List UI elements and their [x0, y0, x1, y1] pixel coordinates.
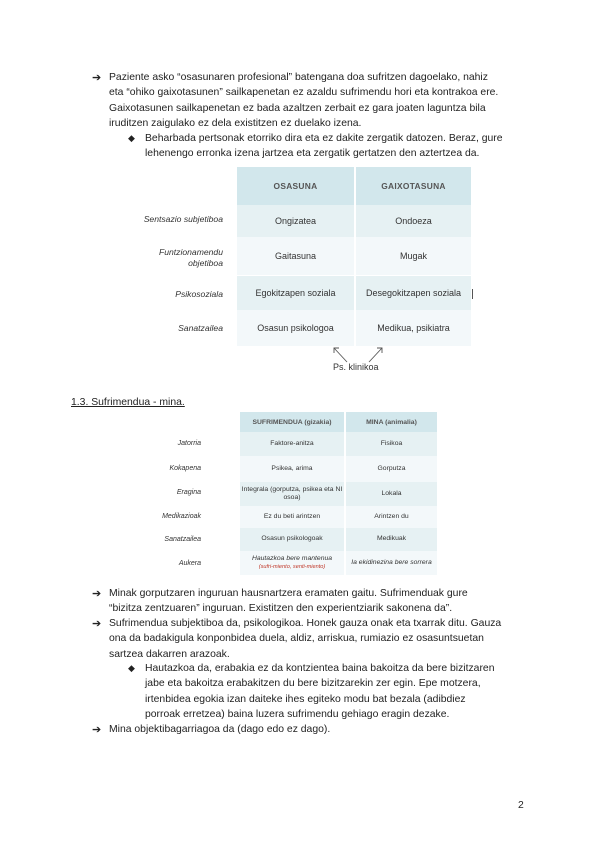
table2-header-mina: MINA (animalia) [346, 412, 437, 432]
annotation-label: Ps. klinikoa [333, 362, 379, 372]
table2-row-label: Sanatzailea [164, 536, 201, 543]
table2-row-label: Aukera [178, 560, 201, 567]
section-title: 1.3. Sufrimendua - mina. [71, 397, 185, 408]
table1-header-gaixotasuna: GAIXOTASUNA [356, 167, 471, 205]
bullet-2-3: Mina objektibagarriagoa da (dago edo ez dago). [109, 724, 331, 735]
table1-row-label: Sanatzailea [178, 323, 223, 333]
table2-cell: Psikea, arima [240, 456, 344, 482]
table1-cell: Gaitasuna [237, 237, 354, 275]
table2-cell: Osasun psikologoak [240, 528, 344, 551]
table1-cell: Egokitzapen soziala [237, 276, 354, 310]
bullet-2-2-sub: Hautazkoa da, erabakia ez da kontzientea baina bakoitza da bere bizitzaren jabe eta bakoitza erabakitzen du bere bizitzarekin zer egin. Epe motzera, irtenbidea egokia izan daiteke ihes egiteko modu bat bezala (adibdiez porroak erretzea) baina luzera sufrimendu gehiago eragin dezake. [145, 663, 495, 721]
arrow-bullet-icon: ➔ [92, 724, 102, 736]
table2-row-label: Medikazioak [162, 513, 201, 520]
table1-row-label: Psikosoziala [175, 289, 223, 299]
paragraph-1: Paziente asko “osasunaren profesional” batengana doa sufritzen dagoelako, nahiz eta “ohiko gaixotasunen” sailkapenetan ez azaldu sufrimendu hori eta kontrakoa ere. Gaixotasunen sailkapenetan ez bada azaltzen zerbait ez gara joaten laguntza bila iruditzen zaigulako ez dela existitzen ez duelako izena. [109, 72, 499, 130]
table2-cell: Integrala (gorputza, psikea eta NI osoa) [240, 482, 344, 506]
arrow-bullet-icon: ➔ [92, 618, 102, 630]
table2-cell: Ez du beti arintzen [240, 506, 344, 528]
paragraph-1-sub: Beharbada pertsonak etorriko dira eta ez dakite zergatik datozen. Beraz, gure lehenengo erronka izena jartzea eta zergatik gertatzen den aztertzea da. [145, 133, 503, 160]
bullet-2-2: Sufrimendua subjektiboa da, psikologikoa. Honek gauza onak eta txarrak ditu. Gauza ona da badakigula konponbidea duela, aldiz, arriskua, rumiazio ez osasuntsuetan sartzea dakarren arazoak. [109, 618, 502, 660]
table1-row-label: Sentsazio subjetiboa [143, 214, 223, 224]
table2-cell: Arintzen du [346, 506, 437, 528]
table2-cell: Medikuak [346, 528, 437, 551]
diamond-bullet-icon: ◆ [128, 663, 135, 673]
arrow-bullet-icon: ➔ [92, 72, 102, 84]
table1-header-osasuna: OSASUNA [237, 167, 354, 205]
table1-cell: Ongizatea [237, 205, 354, 237]
table1-row-label: Funtzionamendu objetiboa [158, 247, 223, 268]
cursor-mark [472, 289, 473, 299]
table1-cell: Mugak [356, 237, 471, 275]
bullet-2-1: Minak gorputzaren inguruan hausnartzera eramaten gaitu. Sufrimenduak gure “bizitza zentzuaren” inguruan. Existitzen den experientziarik sakonena da”. [109, 588, 468, 615]
table1-cell: Medikua, psikiatra [356, 310, 471, 346]
table1-cell: Ondoeza [356, 205, 471, 237]
table2-cell: Lokala [346, 482, 437, 506]
table1-cell: Desegokitzapen soziala [356, 276, 471, 310]
table2-cell: Faktore-anitza [240, 432, 344, 456]
arrow-bullet-icon: ➔ [92, 588, 102, 600]
diamond-bullet-icon: ◆ [128, 133, 135, 143]
table2-row-label: Jatorria [177, 440, 201, 447]
table2-header-sufrimendua: SUFRIMENDUA (gizakia) [240, 412, 344, 432]
table2-row-label: Kokapena [169, 465, 201, 472]
table2-cell: Hautazkoa bere mantenua (sufri-miento, senti-miento) [240, 551, 344, 575]
table1-cell: Osasun psikologoa [237, 310, 354, 346]
page-number: 2 [518, 800, 524, 811]
table2-row-label: Eragina [176, 489, 201, 496]
table2-cell: Gorputza [346, 456, 437, 482]
table2-cell: Fisikoa [346, 432, 437, 456]
table2-cell: Ia ekidinezina bere sorrera [346, 551, 437, 575]
